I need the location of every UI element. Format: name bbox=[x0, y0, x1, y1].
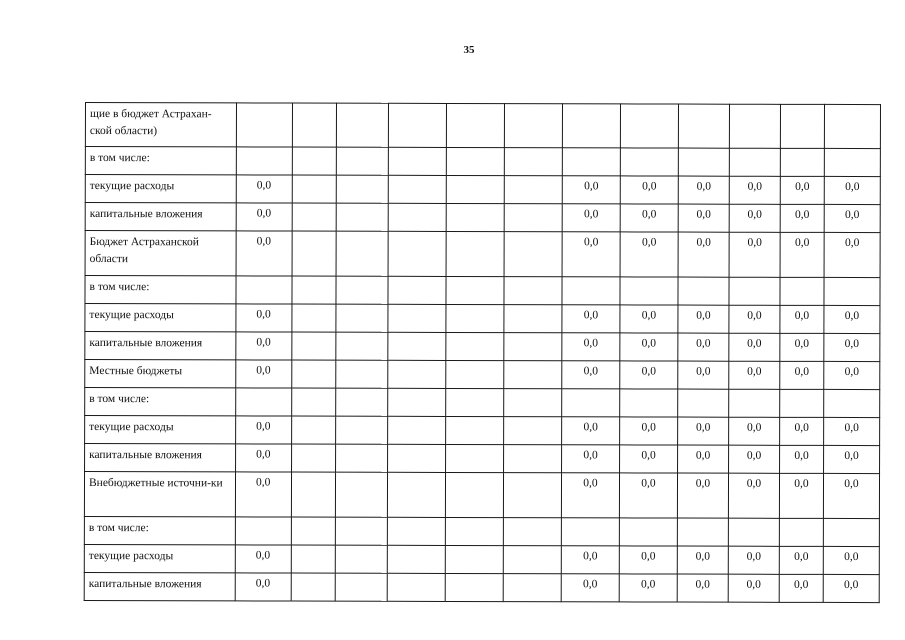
value-cell bbox=[780, 277, 824, 305]
value-cell: 0,0 bbox=[729, 445, 780, 473]
value-cell bbox=[336, 147, 388, 175]
value-cell bbox=[562, 104, 620, 148]
value-cell bbox=[387, 517, 445, 545]
value-cell: 0,0 bbox=[824, 333, 880, 361]
value-cell: 0,0 bbox=[236, 444, 292, 472]
value-cell bbox=[292, 231, 336, 276]
value-cell: 0,0 bbox=[780, 204, 824, 232]
value-cell bbox=[336, 103, 388, 147]
value-cell bbox=[292, 103, 336, 147]
value-cell bbox=[446, 203, 504, 231]
value-cell bbox=[446, 103, 504, 147]
table-row bbox=[85, 416, 880, 446]
value-cell bbox=[335, 472, 387, 517]
value-cell bbox=[446, 332, 504, 360]
value-cell: 0,0 bbox=[561, 574, 619, 602]
value-cell: 0,0 bbox=[780, 176, 824, 204]
value-cell: 0,0 bbox=[823, 574, 879, 602]
value-cell: 0,0 bbox=[780, 333, 824, 361]
value-cell bbox=[387, 545, 445, 573]
value-cell: 0,0 bbox=[729, 204, 780, 232]
value-cell bbox=[236, 388, 292, 416]
value-cell: 0,0 bbox=[823, 473, 879, 518]
value-cell: 0,0 bbox=[780, 445, 824, 473]
value-cell bbox=[387, 573, 445, 601]
value-cell bbox=[620, 389, 678, 417]
value-cell: 0,0 bbox=[620, 232, 678, 277]
value-cell bbox=[446, 231, 504, 276]
value-cell: 0,0 bbox=[619, 574, 677, 602]
value-cell bbox=[388, 360, 446, 388]
value-cell bbox=[562, 389, 620, 417]
value-cell bbox=[824, 277, 880, 305]
value-cell bbox=[335, 517, 387, 545]
value-cell: 0,0 bbox=[620, 305, 678, 333]
value-cell bbox=[780, 389, 824, 417]
table-row bbox=[85, 203, 880, 233]
value-cell: 0,0 bbox=[620, 204, 678, 232]
value-cell bbox=[335, 573, 387, 601]
value-cell bbox=[503, 518, 561, 546]
table-row bbox=[85, 304, 880, 334]
row-label: капитальные вложения bbox=[85, 332, 236, 360]
value-cell bbox=[388, 304, 446, 332]
value-cell: 0,0 bbox=[824, 445, 880, 473]
value-cell bbox=[291, 573, 335, 601]
value-cell: 0,0 bbox=[562, 445, 620, 473]
row-label: текущие расходы bbox=[85, 175, 236, 203]
value-cell: 0,0 bbox=[236, 332, 292, 360]
table-row bbox=[84, 572, 879, 602]
value-cell bbox=[291, 472, 335, 517]
row-label: в том числе: bbox=[85, 147, 236, 175]
value-cell bbox=[446, 360, 504, 388]
value-cell: 0,0 bbox=[824, 361, 880, 389]
value-cell: 0,0 bbox=[562, 417, 620, 445]
table-row bbox=[85, 388, 880, 418]
value-cell bbox=[504, 389, 562, 417]
table-row bbox=[84, 544, 879, 574]
value-cell bbox=[729, 277, 780, 305]
value-cell bbox=[388, 231, 446, 276]
value-cell bbox=[445, 472, 503, 517]
value-cell: 0,0 bbox=[562, 176, 620, 204]
table-body bbox=[84, 103, 880, 603]
row-label: текущие расходы bbox=[84, 544, 235, 572]
value-cell: 0,0 bbox=[729, 305, 780, 333]
value-cell bbox=[388, 416, 446, 444]
table-row bbox=[85, 332, 880, 362]
table-row bbox=[84, 516, 879, 546]
value-cell bbox=[336, 360, 388, 388]
value-cell bbox=[729, 148, 780, 176]
row-label: капитальные вложения bbox=[85, 203, 236, 231]
value-cell: 0,0 bbox=[678, 417, 729, 445]
value-cell bbox=[561, 518, 619, 546]
value-cell: 0,0 bbox=[235, 573, 291, 601]
value-cell: 0,0 bbox=[780, 232, 824, 277]
table-row bbox=[85, 444, 880, 474]
value-cell: 0,0 bbox=[824, 305, 880, 333]
value-cell bbox=[504, 176, 562, 204]
value-cell bbox=[336, 444, 388, 472]
value-cell bbox=[236, 103, 292, 147]
value-cell: 0,0 bbox=[779, 473, 823, 518]
value-cell bbox=[292, 360, 336, 388]
value-cell: 0,0 bbox=[779, 546, 823, 574]
value-cell: 0,0 bbox=[236, 304, 292, 332]
value-cell bbox=[236, 276, 292, 304]
row-label: в том числе: bbox=[85, 388, 236, 416]
row-label: Местные бюджеты bbox=[85, 360, 236, 388]
value-cell bbox=[503, 473, 561, 518]
value-cell: 0,0 bbox=[562, 333, 620, 361]
value-cell: 0,0 bbox=[728, 574, 779, 602]
row-label: капитальные вложения bbox=[85, 444, 236, 472]
value-cell: 0,0 bbox=[562, 204, 620, 232]
value-cell: 0,0 bbox=[619, 473, 677, 518]
value-cell bbox=[780, 148, 824, 176]
row-label: капитальные вложения bbox=[84, 572, 235, 600]
value-cell: 0,0 bbox=[729, 361, 780, 389]
table-row bbox=[85, 360, 880, 390]
value-cell: 0,0 bbox=[235, 545, 291, 573]
value-cell bbox=[388, 175, 446, 203]
value-cell: 0,0 bbox=[678, 305, 729, 333]
value-cell: 0,0 bbox=[236, 360, 292, 388]
value-cell bbox=[562, 277, 620, 305]
value-cell: 0,0 bbox=[729, 232, 780, 277]
value-cell: 0,0 bbox=[677, 574, 728, 602]
value-cell: 0,0 bbox=[562, 305, 620, 333]
value-cell bbox=[446, 276, 504, 304]
value-cell bbox=[503, 574, 561, 602]
value-cell bbox=[336, 332, 388, 360]
value-cell: 0,0 bbox=[729, 417, 780, 445]
value-cell bbox=[388, 147, 446, 175]
value-cell: 0,0 bbox=[728, 473, 779, 518]
row-label: текущие расходы bbox=[85, 304, 236, 332]
value-cell bbox=[503, 546, 561, 574]
row-label: Бюджет Астраханской области bbox=[85, 231, 236, 276]
value-cell: 0,0 bbox=[236, 203, 292, 231]
value-cell: 0,0 bbox=[620, 445, 678, 473]
value-cell bbox=[336, 388, 388, 416]
value-cell bbox=[236, 147, 292, 175]
table-row bbox=[85, 231, 880, 278]
value-cell bbox=[620, 104, 678, 148]
value-cell bbox=[620, 148, 678, 176]
value-cell bbox=[728, 518, 779, 546]
row-label: в том числе: bbox=[84, 516, 235, 544]
value-cell bbox=[336, 416, 388, 444]
value-cell: 0,0 bbox=[677, 546, 728, 574]
value-cell bbox=[292, 416, 336, 444]
budget-table bbox=[84, 102, 881, 603]
value-cell: 0,0 bbox=[236, 231, 292, 276]
value-cell bbox=[292, 276, 336, 304]
value-cell bbox=[388, 276, 446, 304]
value-cell bbox=[292, 332, 336, 360]
table-row bbox=[85, 147, 880, 177]
value-cell bbox=[562, 148, 620, 176]
value-cell bbox=[292, 203, 336, 231]
value-cell bbox=[292, 175, 336, 203]
value-cell bbox=[445, 545, 503, 573]
value-cell bbox=[504, 361, 562, 389]
value-cell: 0,0 bbox=[780, 417, 824, 445]
value-cell: 0,0 bbox=[823, 546, 879, 574]
value-cell bbox=[446, 388, 504, 416]
value-cell: 0,0 bbox=[677, 473, 728, 518]
value-cell bbox=[504, 277, 562, 305]
table-row bbox=[85, 175, 880, 205]
table-row bbox=[85, 276, 880, 306]
row-label: в том числе: bbox=[85, 276, 236, 304]
value-cell bbox=[336, 231, 388, 276]
value-cell: 0,0 bbox=[620, 361, 678, 389]
value-cell bbox=[824, 389, 880, 417]
value-cell bbox=[445, 517, 503, 545]
value-cell bbox=[504, 417, 562, 445]
value-cell bbox=[388, 103, 446, 147]
value-cell: 0,0 bbox=[678, 204, 729, 232]
value-cell bbox=[387, 472, 445, 517]
value-cell bbox=[291, 517, 335, 545]
value-cell bbox=[445, 573, 503, 601]
value-cell: 0,0 bbox=[619, 546, 677, 574]
value-cell: 0,0 bbox=[620, 417, 678, 445]
value-cell bbox=[504, 232, 562, 277]
page-number: 35 bbox=[463, 44, 475, 56]
value-cell bbox=[336, 276, 388, 304]
value-cell bbox=[388, 444, 446, 472]
value-cell bbox=[446, 175, 504, 203]
value-cell: 0,0 bbox=[562, 232, 620, 277]
value-cell bbox=[336, 203, 388, 231]
value-cell bbox=[292, 304, 336, 332]
value-cell bbox=[504, 204, 562, 232]
value-cell bbox=[824, 104, 880, 148]
value-cell bbox=[292, 147, 336, 175]
value-cell bbox=[446, 444, 504, 472]
value-cell bbox=[388, 203, 446, 231]
value-cell bbox=[291, 545, 335, 573]
table-row bbox=[85, 103, 880, 149]
value-cell: 0,0 bbox=[562, 361, 620, 389]
value-cell bbox=[335, 545, 387, 573]
value-cell bbox=[446, 304, 504, 332]
value-cell bbox=[504, 333, 562, 361]
value-cell bbox=[678, 277, 729, 305]
value-cell bbox=[824, 148, 880, 176]
value-cell bbox=[504, 305, 562, 333]
value-cell: 0,0 bbox=[678, 361, 729, 389]
value-cell bbox=[446, 147, 504, 175]
value-cell bbox=[823, 518, 879, 546]
value-cell: 0,0 bbox=[729, 333, 780, 361]
value-cell bbox=[729, 104, 780, 148]
row-label: Внебюджетные источни-ки bbox=[84, 472, 235, 517]
value-cell: 0,0 bbox=[728, 546, 779, 574]
value-cell bbox=[292, 388, 336, 416]
value-cell: 0,0 bbox=[824, 204, 880, 232]
value-cell: 0,0 bbox=[678, 176, 729, 204]
row-label: щие в бюджет Астрахан-ской области) bbox=[85, 103, 236, 147]
value-cell bbox=[678, 148, 729, 176]
value-cell: 0,0 bbox=[235, 472, 291, 517]
table-row bbox=[84, 472, 879, 519]
value-cell: 0,0 bbox=[561, 473, 619, 518]
value-cell: 0,0 bbox=[678, 445, 729, 473]
value-cell bbox=[504, 148, 562, 176]
value-cell bbox=[678, 389, 729, 417]
value-cell bbox=[729, 389, 780, 417]
value-cell bbox=[336, 304, 388, 332]
value-cell: 0,0 bbox=[678, 232, 729, 277]
value-cell: 0,0 bbox=[678, 333, 729, 361]
value-cell: 0,0 bbox=[236, 175, 292, 203]
value-cell: 0,0 bbox=[236, 416, 292, 444]
value-cell bbox=[235, 517, 291, 545]
value-cell: 0,0 bbox=[729, 176, 780, 204]
value-cell: 0,0 bbox=[620, 176, 678, 204]
value-cell bbox=[292, 444, 336, 472]
value-cell bbox=[504, 104, 562, 148]
value-cell: 0,0 bbox=[620, 333, 678, 361]
value-cell: 0,0 bbox=[780, 361, 824, 389]
value-cell bbox=[446, 416, 504, 444]
value-cell: 0,0 bbox=[779, 574, 823, 602]
value-cell bbox=[620, 277, 678, 305]
value-cell bbox=[336, 175, 388, 203]
value-cell bbox=[388, 332, 446, 360]
value-cell: 0,0 bbox=[780, 305, 824, 333]
value-cell: 0,0 bbox=[824, 417, 880, 445]
value-cell: 0,0 bbox=[561, 546, 619, 574]
value-cell: 0,0 bbox=[824, 232, 880, 277]
row-label: текущие расходы bbox=[85, 416, 236, 444]
value-cell bbox=[779, 518, 823, 546]
value-cell: 0,0 bbox=[824, 176, 880, 204]
value-cell bbox=[388, 388, 446, 416]
value-cell bbox=[780, 104, 824, 148]
value-cell bbox=[619, 518, 677, 546]
value-cell bbox=[504, 445, 562, 473]
value-cell bbox=[677, 518, 728, 546]
value-cell bbox=[678, 104, 729, 148]
